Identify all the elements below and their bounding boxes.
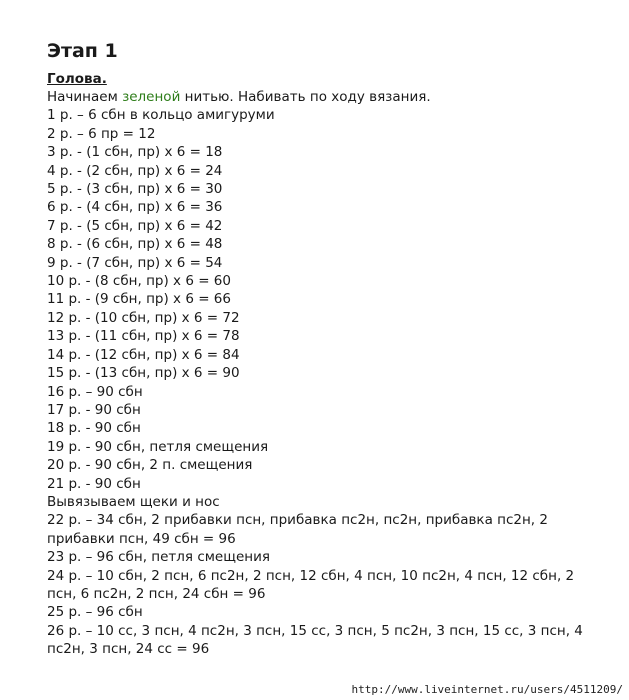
instruction-row: 19 р. - 90 сбн, петля смещения [47,438,269,455]
instruction-row: 25 р. – 96 сбн [47,604,143,621]
instruction-row: 14 р. - (12 сбн, пр) х 6 = 84 [47,346,240,363]
document-body [47,40,617,659]
instruction-row: пс2н, 3 псн, 24 сс = 96 [47,641,210,658]
instruction-row: 16 р. – 90 сбн [47,383,143,400]
instruction-row: 20 р. - 90 сбн, 2 п. смещения [47,457,253,474]
instruction-row: 9 р. - (7 сбн, пр) х 6 = 54 [47,254,223,271]
instruction-row: Вывязываем щеки и нос [47,493,220,510]
instruction-row: 6 р. - (4 сбн, пр) х 6 = 36 [47,199,223,216]
instruction-row: 22 р. – 34 сбн, 2 прибавки псн, прибавка пс2н, пс2н, прибавка пс2н, 2 [47,512,548,529]
instruction-row: 21 р. - 90 сбн [47,475,141,492]
section-heading: Голова. [47,71,107,87]
instruction-row: 12 р. - (10 сбн, пр) х 6 = 72 [47,309,240,326]
instruction-row: 10 р. - (8 сбн, пр) х 6 = 60 [47,273,231,290]
intro-before: Начинаем [47,89,123,105]
instruction-row: 17 р. - 90 сбн [47,401,141,418]
page-title: Этап 1 [47,40,118,62]
instruction-row: прибавки псн, 49 сбн = 96 [47,530,236,547]
instruction-row: 1 р. – 6 сбн в кольцо амигуруми [47,107,275,124]
instruction-row: псн, 6 пс2н, 2 псн, 24 сбн = 96 [47,585,266,602]
instruction-row: 3 р. - (1 сбн, пр) х 6 = 18 [47,144,223,161]
instruction-row: 13 р. - (11 сбн, пр) х 6 = 78 [47,328,240,345]
instruction-row: 15 р. - (13 сбн, пр) х 6 = 90 [47,365,240,382]
instruction-row: 11 р. - (9 сбн, пр) х 6 = 66 [47,291,231,308]
intro-highlight: зеленой [122,89,181,105]
instruction-row: 5 р. - (3 сбн, пр) х 6 = 30 [47,181,223,198]
instruction-row: 18 р. - 90 сбн [47,420,141,437]
instruction-list [47,106,617,658]
instruction-row: 4 р. - (2 сбн, пр) х 6 = 24 [47,162,223,179]
instruction-row: 8 р. - (6 сбн, пр) х 6 = 48 [47,236,223,253]
source-url: http://www.liveinternet.ru/users/4511209/ [351,683,623,696]
instruction-row: 2 р. – 6 пр = 12 [47,125,156,142]
intro-after: нитью. Набивать по ходу вязания. [180,89,431,105]
instruction-row: 23 р. – 96 сбн, петля смещения [47,549,270,566]
instruction-row: 7 р. - (5 сбн, пр) х 6 = 42 [47,217,223,234]
instruction-row: 26 р. – 10 сс, 3 псн, 4 пс2н, 3 псн, 15 сс, 3 псн, 5 пс2н, 3 псн, 15 сс, 3 псн, 4 [47,622,583,639]
instruction-row: 24 р. – 10 сбн, 2 псн, 6 пс2н, 2 псн, 12 сбн, 4 псн, 10 пс2н, 4 псн, 12 сбн, 2 [47,567,575,584]
intro-line [47,88,617,106]
